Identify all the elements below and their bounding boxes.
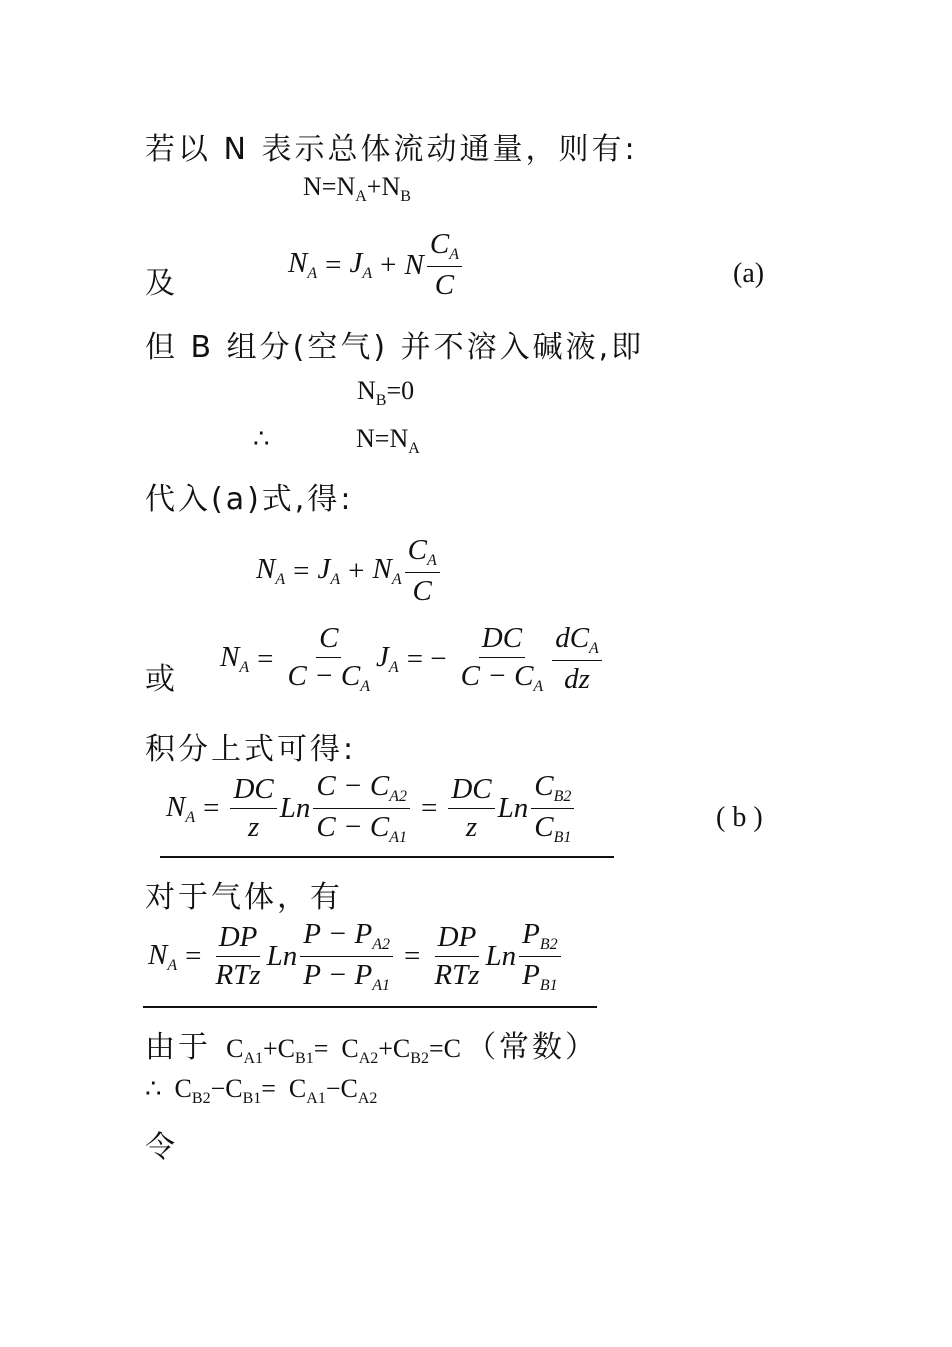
text-line-integrate: 积分上式可得: bbox=[145, 732, 357, 767]
therefore-symbol: ∴ bbox=[253, 424, 270, 453]
text-let: 令 bbox=[145, 1130, 178, 1165]
text-line-for-gas: 对于气体，有 bbox=[145, 880, 343, 915]
text-line-b-component: 但 B 组分(空气) 并不溶入碱液,即 bbox=[145, 330, 645, 365]
text-line-constant: 由于 $C_{A1}+C_{B1}= C_{A2}+C_{B2}=C$ （常数） bbox=[145, 1030, 599, 1067]
equation-difference: ∴ $C_{B2}-C_{B1}= C_{A1}-C_{A2}$ bbox=[145, 1074, 378, 1107]
text-and: 及 bbox=[145, 266, 178, 301]
equation-a: $N_A$ = $J_A$ + N $\frac{C_A}{C}$ bbox=[288, 228, 465, 303]
equation-or: $N_A$ = $\frac{C}{C - C_A}$ $J_A$ = − $\frac{DC}{C - C_A}$ $\frac{dC_A}{dz}$ bbox=[220, 622, 605, 697]
text-line-total-flux: 若以 N 表示总体流动通量，则有: bbox=[145, 132, 638, 167]
equation-label-b: ( b ) bbox=[716, 802, 763, 833]
underline-equation-gas bbox=[143, 1006, 597, 1008]
underline-equation-b bbox=[160, 856, 614, 858]
equation-total-flux-sum: $N=N_A+N_B$ bbox=[303, 172, 411, 205]
text-line-substitute: 代入(a)式,得: bbox=[145, 482, 354, 517]
equation-nb-zero: $N_B=0$ bbox=[357, 376, 415, 409]
text-or: 或 bbox=[145, 662, 178, 697]
equation-b: $N_A$ = $\frac{DC}{z}$ Ln $\frac{C - C_{A2}}{C - C_{A1}}$ = $\frac{DC}{z}$ Ln $\frac{C_{B2}}{C_{B1}}$ bbox=[166, 770, 577, 848]
equation-n-equals-na: $N=N_A$ bbox=[356, 424, 420, 457]
equation-substituted: $N_A$ = $J_A$ + $N_A$ $\frac{C_A}{C}$ bbox=[256, 534, 443, 609]
equation-label-a: (a) bbox=[733, 258, 765, 289]
equation-gas: $N_A$ = $\frac{DP}{\text{RTz}}$ Ln $\frac{P - P_{A2}}{P - P_{A1}}$ = $\frac{DP}{\text{RTz}}$ Ln $\frac{P_{B2}}{P_{B1}}$ bbox=[148, 918, 564, 996]
